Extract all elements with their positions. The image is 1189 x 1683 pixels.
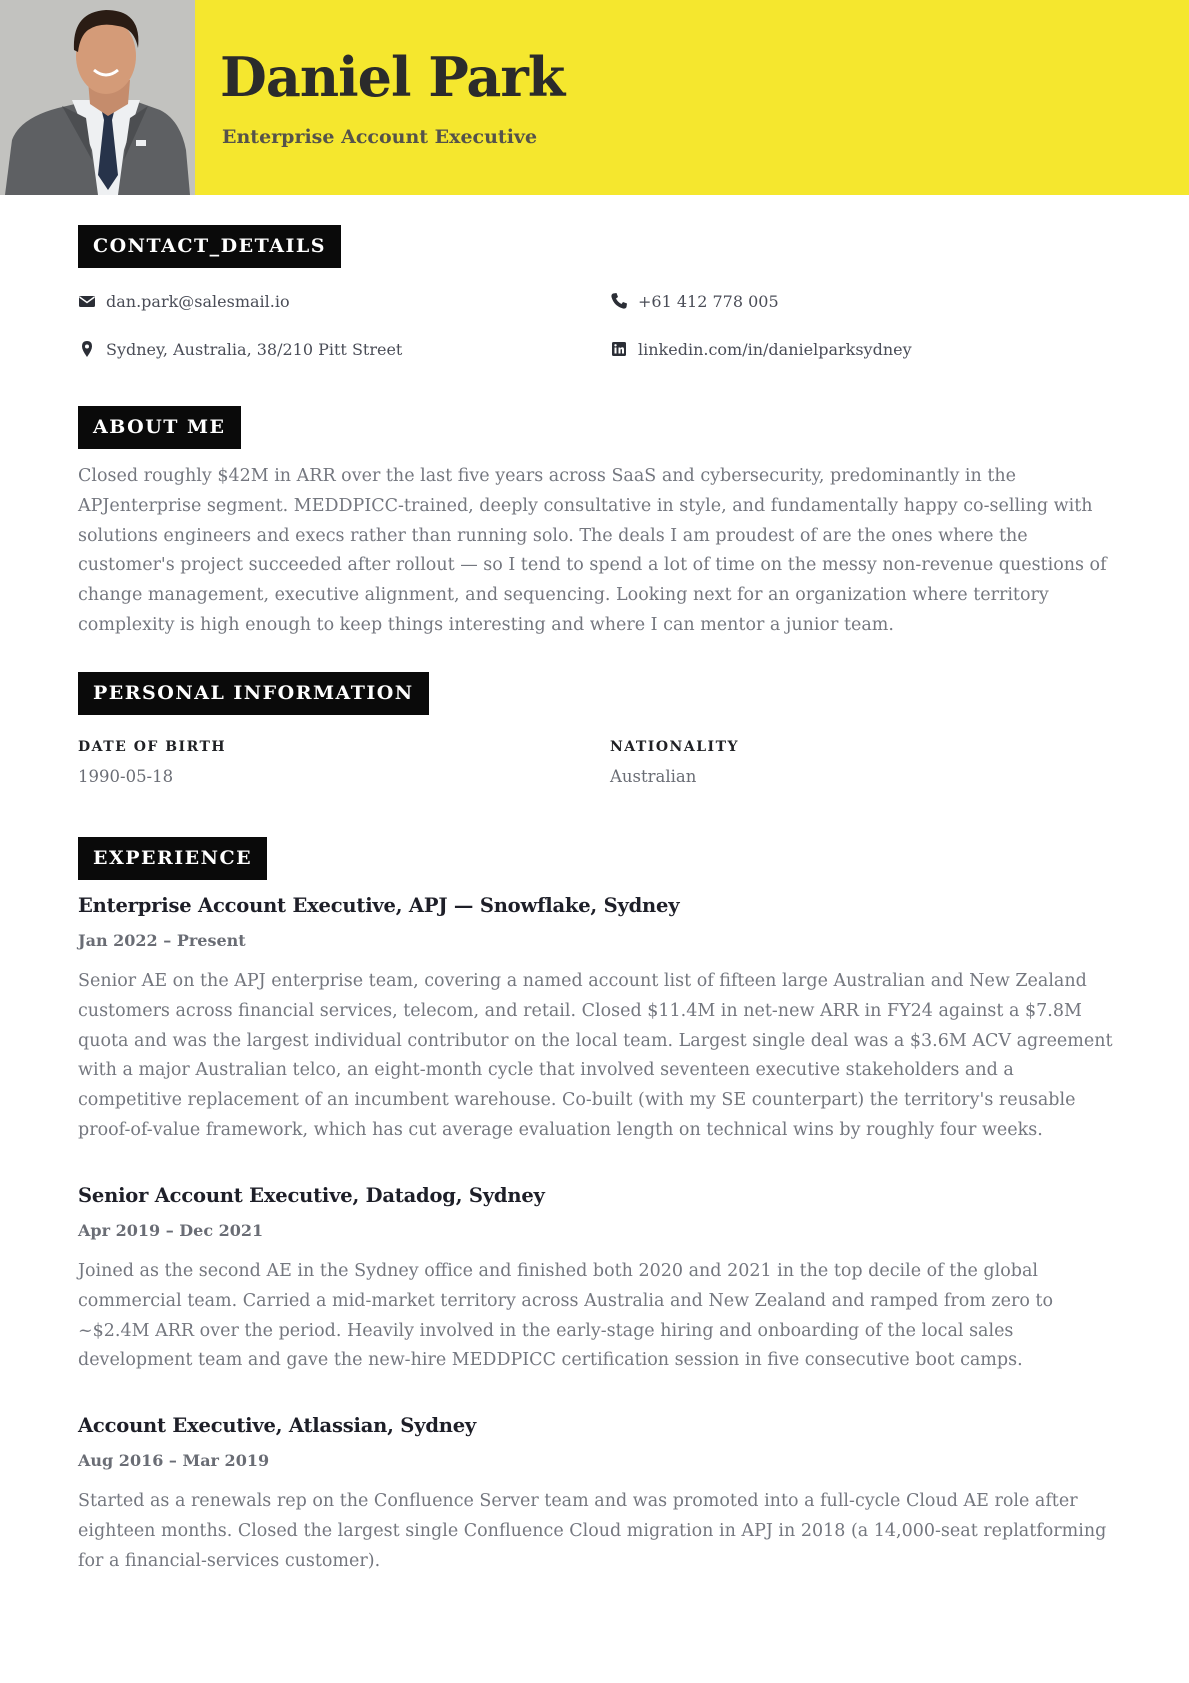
job-dates-3: Aug 2016 – Mar 2019: [78, 1451, 270, 1470]
map-pin-icon: [78, 340, 96, 358]
contact-address: [78, 337, 402, 361]
section-heading-personal: PERSONAL INFORMATION: [78, 672, 429, 715]
nationality-label: NATIONALITY: [610, 739, 740, 755]
contact-linkedin[interactable]: [610, 337, 912, 361]
candidate-name: Daniel Park: [220, 45, 565, 109]
job-title-3: Account Executive, Atlassian, Sydney: [78, 1414, 477, 1437]
nationality-value: Australian: [610, 767, 697, 786]
job-title-2: Senior Account Executive, Datadog, Sydney: [78, 1184, 545, 1207]
about-text: Closed roughly $42M in ARR over the last five years across SaaS and cybersecurity, predominantly in the APJenterprise segment. MEDDPICC-trained, deeply consultative in style, and fundamentally happy co-selling with solutions engineers and execs rather than running solo. The deals I am proudest of are the ones where the customer's project succeeded after rollout — so I tend to spend a lot of time on the messy non-revenue questions of change management, executive alignment, and sequencing. Looking next for an organization where territory complexity is high enough to keep things interesting and where I can mentor a junior team.: [78, 466, 1107, 635]
contact-linkedin-text: linkedin.com/in/danielparksydney: [638, 339, 912, 359]
job-description-1: Senior AE on the APJ enterprise team, covering a named account list of fifteen large Australian and New Zealand customers across financial services, telecom, and retail. Closed $11.4M in net-new ARR in FY24 against a $7.8M quota and was the largest individual contributor on the local team. Largest single deal was a $3.6M ACV agreement with a major Australian telco, an eight-month cycle that involved seventeen executive stakeholders and a competitive replacement of an incumbent warehouse. Co-built (with my SE counterpart) the territory's reusable proof-of-value framework, which has cut average evaluation length on technical wins by roughly four weeks.: [78, 971, 1113, 1140]
contact-email[interactable]: [78, 289, 290, 313]
linkedin-icon: [610, 340, 628, 358]
job-description-3: Started as a renewals rep on the Confluence Server team and was promoted into a full-cycle Cloud AE role after eighteen months. Closed the largest single Confluence Cloud migration in APJ in 2018 (a 14,000-seat replatforming for a financial-services customer).: [78, 1491, 1107, 1571]
dob-label: DATE OF BIRTH: [78, 739, 227, 755]
candidate-job-title: Enterprise Account Executive: [222, 126, 538, 148]
section-heading-contact: CONTACT_DETAILS: [78, 225, 341, 268]
envelope-icon: [78, 292, 96, 310]
contact-phone[interactable]: [610, 289, 779, 313]
job-dates-2: Apr 2019 – Dec 2021: [78, 1221, 264, 1240]
job-description-2: Joined as the second AE in the Sydney office and finished both 2020 and 2021 in the top decile of the global commercial team. Carried a mid-market territory across Australia and New Zealand and ramped from zero to ~$2.4M ARR over the period. Heavily involved in the early-stage hiring and onboarding of the local sales development team and gave the new-hire MEDDPICC certification session in five consecutive boot camps.: [78, 1261, 1054, 1371]
phone-icon: [610, 292, 628, 310]
contact-email-text: dan.park@salesmail.io: [106, 291, 290, 311]
profile-photo: [0, 0, 195, 195]
job-title-1: Enterprise Account Executive, APJ — Snowflake, Sydney: [78, 894, 680, 917]
contact-phone-text: +61 412 778 005: [638, 291, 779, 311]
job-dates-1: Jan 2022 – Present: [78, 931, 246, 950]
dob-value: 1990-05-18: [78, 767, 174, 786]
contact-address-text: Sydney, Australia, 38/210 Pitt Street: [106, 339, 403, 359]
section-heading-experience: EXPERIENCE: [78, 837, 267, 880]
section-heading-about: ABOUT ME: [78, 406, 241, 449]
